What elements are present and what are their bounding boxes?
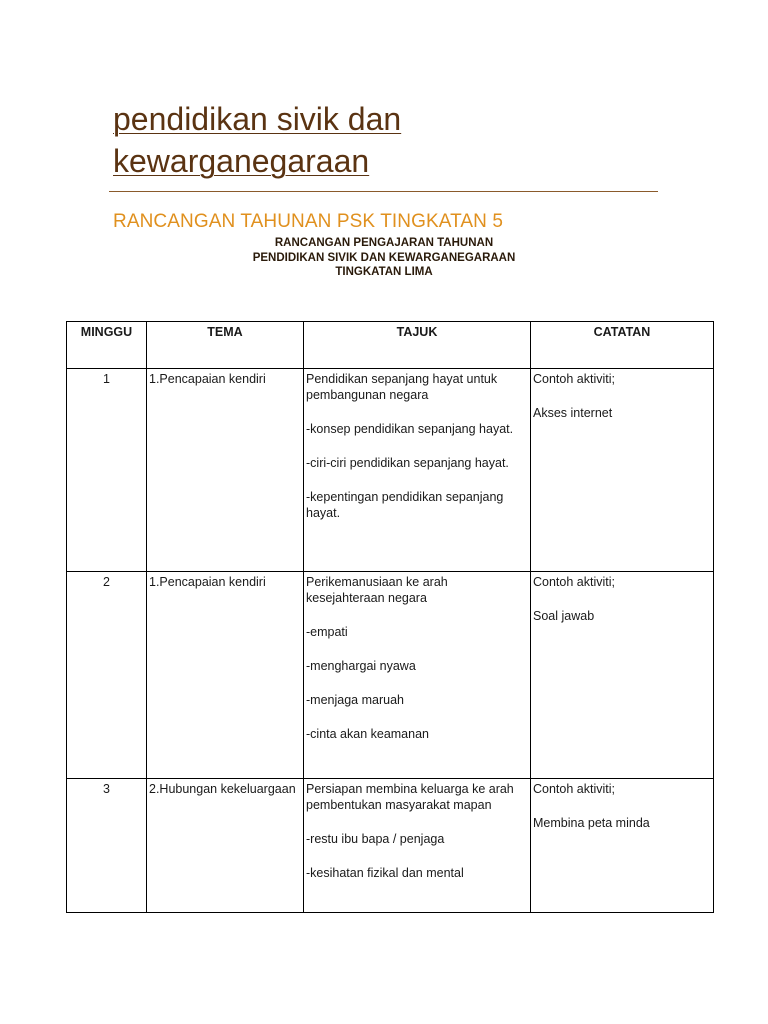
tajuk-line: -ciri-ciri pendidikan sepanjang hayat. xyxy=(306,456,509,470)
header-tajuk: TAJUK xyxy=(304,322,531,369)
tajuk-line: -kesihatan fizikal dan mental xyxy=(306,866,464,880)
tajuk-line: -menjaga maruah xyxy=(306,693,404,707)
tajuk-line: -restu ibu bapa / penjaga xyxy=(306,832,445,846)
document-subtitle: RANCANGAN TAHUNAN PSK TINGKATAN 5 xyxy=(113,211,504,232)
tajuk-line: -menghargai nyawa xyxy=(306,659,416,673)
cell-catatan xyxy=(531,779,714,913)
title-divider xyxy=(109,191,658,192)
cell-minggu: 1 xyxy=(67,369,147,572)
cell-minggu: 2 xyxy=(67,572,147,779)
document-title xyxy=(113,98,658,182)
plan-heading xyxy=(184,236,584,280)
lesson-plan-table xyxy=(66,321,714,913)
table-header-row xyxy=(67,322,714,369)
cell-tajuk xyxy=(304,779,531,913)
header-minggu: MINGGU xyxy=(67,322,147,369)
plan-heading-line: TINGKATAN LIMA xyxy=(335,266,433,278)
header-tema: TEMA xyxy=(147,322,304,369)
document-title-line-1: pendidikan sivik dan xyxy=(113,101,402,137)
tajuk-line: -cinta akan keamanan xyxy=(306,727,429,741)
catatan-line: Contoh aktiviti; xyxy=(533,575,615,589)
plan-heading-line: PENDIDIKAN SIVIK DAN KEWARGANEGARAAN xyxy=(252,251,516,264)
tajuk-line: -empati xyxy=(306,625,348,639)
tajuk-line: Persiapan membina keluarga ke arah pembentukan masyarakat mapan xyxy=(306,782,514,812)
cell-minggu: 3 xyxy=(67,779,147,913)
cell-catatan xyxy=(531,369,714,572)
tajuk-line: -kepentingan pendidikan sepanjang hayat. xyxy=(306,490,504,520)
cell-tema: 1.Pencapaian kendiri xyxy=(147,369,304,572)
table-row xyxy=(67,369,714,572)
cell-tajuk xyxy=(304,572,531,779)
tajuk-line: Pendidikan sepanjang hayat untuk pembangunan negara xyxy=(306,372,498,402)
tajuk-line: Perikemanusiaan ke arah kesejahteraan negara xyxy=(306,575,448,605)
cell-tema: 2.Hubungan kekeluargaan xyxy=(147,779,304,913)
header-catatan: CATATAN xyxy=(531,322,714,369)
table-row xyxy=(67,779,714,913)
cell-catatan xyxy=(531,572,714,779)
cell-tajuk xyxy=(304,369,531,572)
plan-heading-line: RANCANGAN PENGAJARAN TAHUNAN xyxy=(274,237,494,249)
catatan-line: Membina peta minda xyxy=(533,816,650,830)
catatan-line: Contoh aktiviti; xyxy=(533,782,615,796)
catatan-line: Contoh aktiviti; xyxy=(533,372,615,386)
table-row xyxy=(67,572,714,779)
document-title-line-2: kewarganegaraan xyxy=(113,143,370,179)
catatan-line: Akses internet xyxy=(533,406,613,420)
tajuk-line: -konsep pendidikan sepanjang hayat. xyxy=(306,422,514,436)
cell-tema: 1.Pencapaian kendiri xyxy=(147,572,304,779)
catatan-line: Soal jawab xyxy=(533,609,595,623)
